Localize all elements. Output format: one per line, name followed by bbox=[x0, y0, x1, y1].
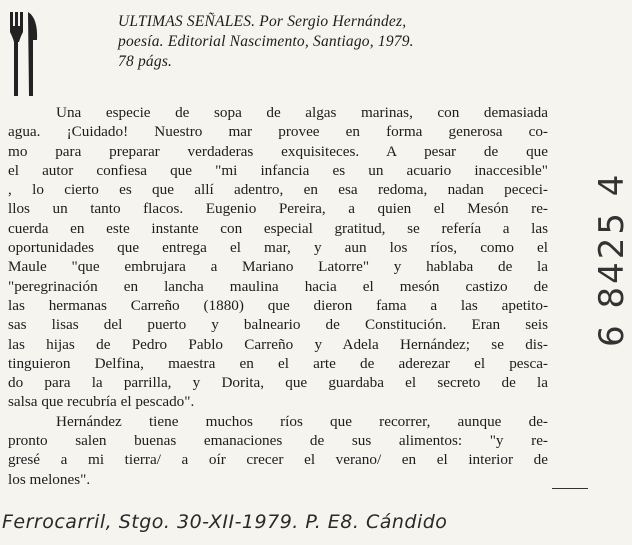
body-line: agua. ¡Cuidado! Nuestro mar provee en forma generosa co- bbox=[8, 123, 548, 141]
body-line: cuerda en este instante con especial gratitud, se refería a las bbox=[8, 219, 548, 237]
margin-handwritten-number bbox=[548, 115, 632, 350]
body-line: tinguieron Delfina, maestra en el arte de aderezar el pesca- bbox=[8, 354, 548, 372]
body-line: oportunidades que entrega el mar, y aun los ríos, como el bbox=[8, 239, 548, 257]
body-line: gresé a mi tierra/ a oír crecer el verano/ en el interior de bbox=[8, 451, 548, 469]
body-line: los melones". bbox=[8, 470, 91, 488]
margin-dash bbox=[552, 488, 588, 489]
body-line: mo para preparar verdaderas exquisiteces. A pesar de que bbox=[8, 142, 548, 160]
header-pages-line: 78 págs. bbox=[118, 53, 173, 70]
body-line: Maule "que embrujara a Mariano Latorre" y hablaba de la bbox=[8, 258, 548, 276]
body-line: Una especie de sopa de algas marinas, con demasiada bbox=[56, 104, 548, 121]
review-body bbox=[8, 103, 548, 489]
body-line: llos un tanto flacos. Eugenio Pereira, a quien el Mesón re- bbox=[8, 200, 548, 218]
margin-note-text: 6 8425 4 bbox=[592, 171, 632, 347]
body-line: , lo cierto es que allí adentro, en esa redoma, nadan pececi- bbox=[8, 181, 548, 199]
body-line: el autor confiesa que "mi infancia es un acuario inaccesible" bbox=[8, 161, 548, 179]
body-line: las hermanas Carreño (1880) que dieron fama a las apetito- bbox=[8, 296, 548, 314]
body-line: sas lisas del puerto y balneario de Constitución. Eran seis bbox=[8, 316, 548, 334]
body-line: Hernández tiene muchos ríos que recorrer, aunque de- bbox=[56, 412, 548, 430]
body-line: las hijas de Pedro Pablo Carreño y Adela Hernández; se dis- bbox=[8, 335, 548, 353]
body-line: pronto salen buenas emanaciones de sus alimentos: "y re- bbox=[8, 432, 548, 450]
body-line: do para la parrilla, y Dorita, que guardaba el secreto de la bbox=[8, 374, 548, 392]
body-line: salsa que recubría el pescado". bbox=[8, 393, 195, 411]
fork-knife-logo-icon bbox=[8, 10, 42, 100]
body-line: "peregrinación en lancha maulina hacia el mesón castizo de bbox=[8, 277, 548, 295]
handwritten-source-note: Ferrocarril, Stgo. 30-XII-1979. P. E8. Cándido bbox=[2, 511, 448, 533]
review-header bbox=[118, 12, 588, 72]
header-title-line: ULTIMAS SEÑALES. Por Sergio Hernández, bbox=[118, 13, 407, 30]
header-publisher-line: poesía. Editorial Nascimento, Santiago, 1979. bbox=[118, 33, 414, 50]
